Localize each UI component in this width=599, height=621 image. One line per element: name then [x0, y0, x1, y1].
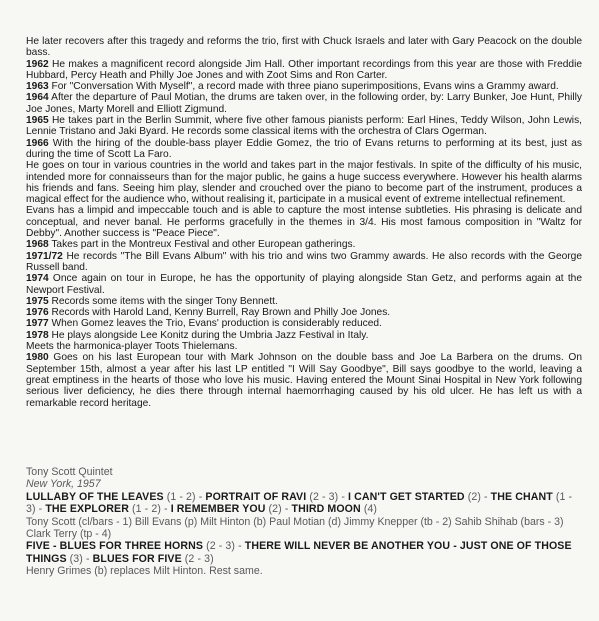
- bio-year: 1966: [26, 137, 49, 149]
- track-takes: (1 - 2): [132, 503, 161, 516]
- bio-paragraph: [26, 115, 582, 138]
- bio-paragraph: [26, 273, 582, 296]
- bio-paragraph: [26, 307, 582, 318]
- tracklist-session-1: LULLABY OF THE LEAVES (1 - 2) - PORTRAIT OF RAVI (2 - 3) - I CAN'T GET STARTED (2) - THE CHANT (1 - 3) - THE EXPLORER (1 - 2) - I REMEMBER YOU (2) - THIRD MOON (4): [26, 490, 573, 516]
- track-takes: (4): [363, 503, 378, 516]
- bio-year: 1976: [26, 307, 49, 319]
- bio-year: 1963: [26, 81, 49, 93]
- bio-year: 1971/72: [26, 250, 63, 262]
- track-title: THE EXPLORER: [45, 503, 129, 516]
- bio-paragraph: [26, 251, 582, 274]
- tracklist-session-2: FIVE - BLUES FOR THREE HORNS (2 - 3) - THERE WILL NEVER BE ANOTHER YOU - JUST ONE OF THOSE THINGS (3) - BLUES FOR FIVE (2 - 3): [26, 540, 572, 565]
- track-takes: (2 - 3): [206, 540, 236, 553]
- bio-paragraph: [26, 92, 582, 115]
- track-title: LULLABY OF THE LEAVES: [26, 490, 164, 503]
- bio-paragraph: [26, 36, 582, 59]
- bio-text: Takes part in the Montreux Festival and other European gatherings.: [51, 239, 356, 251]
- bio-text: Once again on tour in Europe, he has the opportunity of playing alongside Stan Getz, and performs again at the Newport Festival.: [26, 273, 582, 296]
- bio-paragraph: [26, 352, 582, 408]
- bio-paragraph: [26, 318, 582, 329]
- bio-year: 1968: [26, 239, 49, 251]
- bio-paragraph: [26, 239, 582, 250]
- bio-year: 1977: [26, 318, 49, 330]
- bio-paragraph: [26, 205, 582, 239]
- bio-text: He takes part in the Berlin Summit, where five other famous pianists perform: Earl Hines, Teddy Wilson, John Lewis, Lennie Tristano and Jaki Byard. He records some classical items with the orchestra of Clars Ogerman.: [26, 115, 582, 138]
- bio-paragraph: [26, 330, 582, 341]
- biography-text: [26, 36, 582, 409]
- bio-paragraph: [26, 296, 582, 307]
- track-title: THIRD MOON: [291, 503, 361, 516]
- session-credits: [26, 466, 582, 578]
- bio-paragraph: [26, 138, 582, 161]
- bio-text: He makes a magnificent record alongside Jim Hall. Other important recordings from this year are those with Freddie Hubbard, Percy Heath and Philly Joe Jones and with Zoot Sims and Ron Carter.: [26, 58, 582, 81]
- bio-paragraph: [26, 81, 582, 92]
- bio-year: 1964: [26, 92, 49, 104]
- bio-text: Goes on his last European tour with Mark Johnson on the double bass and Joe La Barbera on the drums. On September 15th, almost a year after his last LP entitled "I Will Say Goodbye", Bill says goodbye to the world, leaving a great emptiness in the hearts of those who love his music. Having entered the Mount Sinai Hospital in New York following serious liver deficiency, he dies there through internal haemorrhaging caused by his old ulcer. He has left us with a remarkable record heritage.: [26, 352, 582, 409]
- track-title: THE CHANT: [490, 490, 553, 503]
- bio-paragraph: [26, 160, 582, 205]
- bio-text: Records some items with the singer Tony Bennett.: [51, 295, 278, 307]
- personnel: Tony Scott (cl/bars - 1) Bill Evans (p) Milt Hinton (b) Paul Motian (d) Jimmy Knepper (tb - 2) Sahib Shihab (bars - 3) Clark Terry (tp - 4): [26, 515, 564, 541]
- band-name: Tony Scott Quintet: [26, 466, 113, 478]
- bio-text: When Gomez leaves the Trio, Evans' production is considerably reduced.: [51, 318, 382, 330]
- bio-year: 1978: [26, 329, 49, 341]
- bio-text: Records with Harold Land, Kenny Burrell, Ray Brown and Philly Joe Jones.: [51, 307, 391, 319]
- track-takes: (2): [467, 490, 481, 503]
- track-title: I REMEMBER YOU: [170, 503, 266, 516]
- recording-place-date: New York, 1957: [26, 478, 101, 491]
- track-title: I CAN'T GET STARTED: [348, 490, 465, 503]
- track-title: PORTRAIT OF RAVI: [205, 490, 307, 503]
- bio-text: After the departure of Paul Motian, the drums are taken over, in the following order, by: Larry Bunker, Joe Hunt, Philly Joe Jones, Marty Morell and Elliott Zigmund.: [26, 92, 582, 115]
- track-title: THERE WILL NEVER BE ANOTHER YOU - JUST ONE OF THOSE THINGS: [26, 540, 572, 565]
- bio-year: 1965: [26, 115, 49, 127]
- bio-year: 1962: [26, 58, 49, 70]
- track-takes: (2): [268, 503, 282, 516]
- bio-year: 1980: [26, 352, 49, 364]
- bio-year: 1974: [26, 273, 49, 285]
- track-takes: (3): [69, 552, 83, 565]
- bio-text: For "Conversation With Myself", a record made with three piano superimpositions, Evans wins a Grammy award.: [51, 81, 559, 93]
- bio-text: He plays alongside Lee Konitz during the Umbria Jazz Festival in Italy.: [51, 329, 369, 341]
- track-takes: (2 - 3): [309, 490, 339, 503]
- bio-text: Meets the harmonica-player Toots Thielemans.: [26, 341, 238, 353]
- track-takes: (1 - 2): [166, 490, 196, 503]
- bio-text: Evans has a limpid and impeccable touch and is able to capture the most intense subtleties. His phrasing is delicate and conceptual, and never banal. He performs gracefully in the themes in 3/4. His most famous composition in "Waltz for Debby". Another success is "Peace Piece".: [26, 205, 582, 240]
- bio-year: 1975: [26, 295, 49, 307]
- bio-text: He records "The Bill Evans Album" with his trio and wins two Grammy awards. He also records with the George Russell band.: [26, 250, 582, 273]
- bio-text: He goes on tour in various countries in the world and takes part in the major festivals. In spite of the difficulty of his music, intended more for connaisseurs than for the major public, he gains a huge success everywhere. However his health alarms his friends and fans. Seeing him play, slender and crouched over the piano to become part of the instrument, produces a magical effect for the audience who, without realising it, participate in a musical event of extreme intellectual refinement.: [26, 160, 582, 206]
- bio-paragraph: [26, 341, 582, 352]
- track-title: FIVE - BLUES FOR THREE HORNS: [26, 540, 204, 553]
- track-title: BLUES FOR FIVE: [92, 552, 182, 565]
- bio-text: He later recovers after this tragedy and reforms the trio, first with Chuck Israels and later with Gary Peacock on the double bass.: [26, 36, 582, 59]
- personnel-note: Henry Grimes (b) replaces Milt Hinton. Rest same.: [26, 565, 263, 578]
- track-takes: (2 - 3): [184, 552, 214, 565]
- track-takes: (1 - 3): [26, 490, 573, 516]
- bio-text: With the hiring of the double-bass player Eddie Gomez, the trio of Evans returns to performing at its best, just as during the time of Scott La Faro.: [26, 137, 582, 160]
- bio-paragraph: [26, 59, 582, 82]
